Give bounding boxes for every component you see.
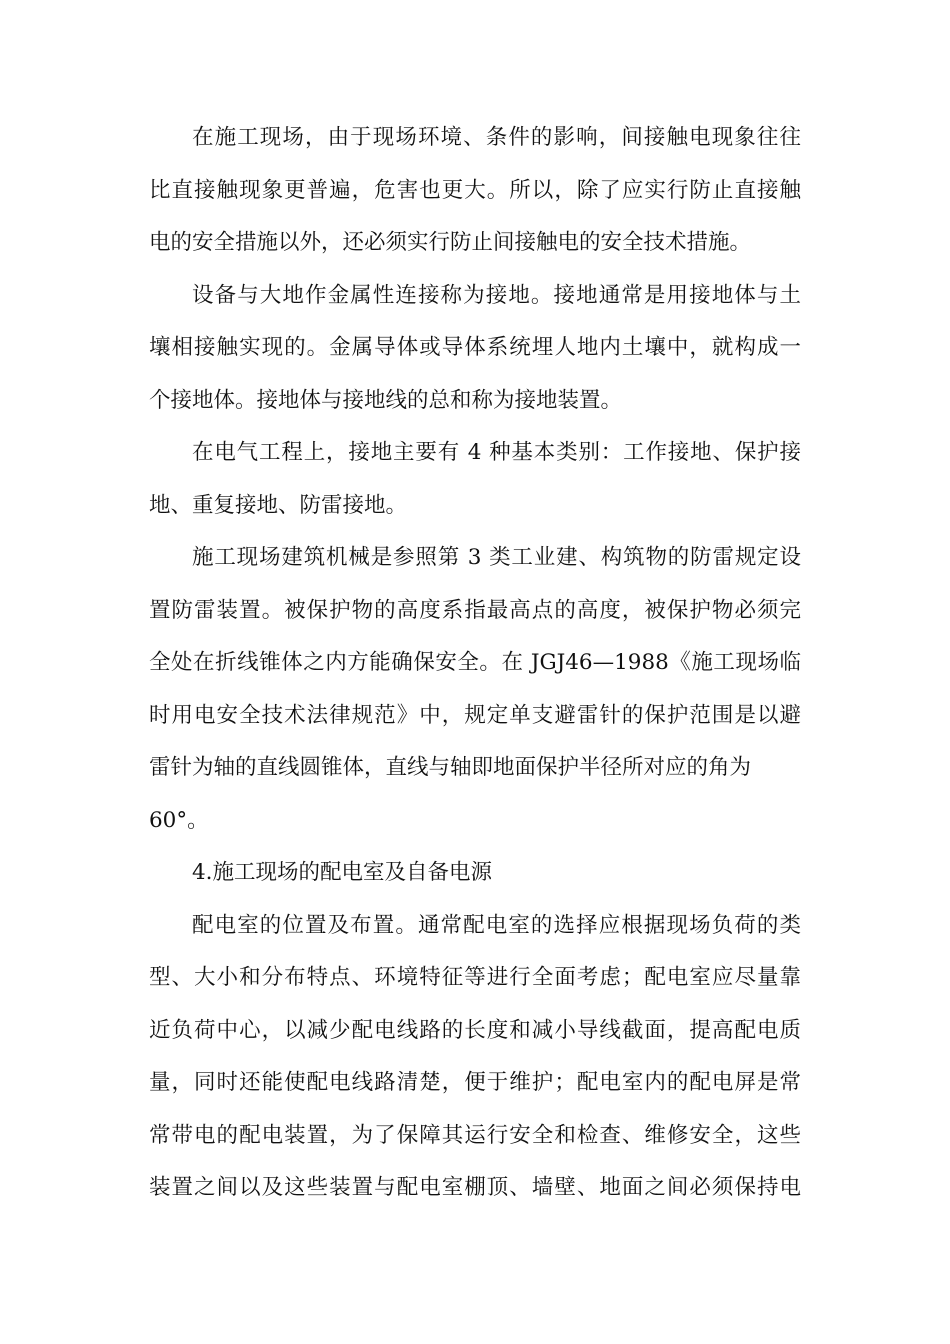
section-heading: 4.施工现场的配电室及自备电源 <box>192 860 493 885</box>
paragraph-6-line-4: 量，同时还能使配电线路清楚，便于维护；配电室内的配电屏是常 <box>149 1070 801 1095</box>
paragraph-4-line-3: 全处在折线锥体之内方能确保安全。在 JGJ46—1988《施工现场临 <box>149 650 801 675</box>
paragraph-6-line-2: 型、大小和分布特点、环境特征等进行全面考虑；配电室应尽量靠 <box>149 965 801 990</box>
paragraph-6-line-5: 常带电的配电装置，为了保障其运行安全和检查、维修安全，这些 <box>149 1122 801 1148</box>
paragraph-6-line-1: 配电室的位置及布置。通常配电室的选择应根据现场负荷的类 <box>192 912 801 938</box>
paragraph-4-line-4: 时用电安全技术法律规范》中，规定单支避雷针的保护范围是以避 <box>149 702 801 728</box>
paragraph-1-line-1: 在施工现场，由于现场环境、条件的影响，间接触电现象往往 <box>192 125 801 150</box>
paragraph-3-line-1: 在电气工程上，接地主要有 4 种基本类别：工作接地、保护接 <box>192 440 801 465</box>
paragraph-2-line-2: 壤相接触实现的。金属导体或导体系统埋人地内土壤中，就构成一 <box>149 335 801 360</box>
paragraph-2-line-1: 设备与大地作金属性连接称为接地。接地通常是用接地体与土 <box>192 282 801 308</box>
paragraph-3-line-2: 地、重复接地、防雷接地。 <box>149 492 408 518</box>
paragraph-1-line-3: 电的安全措施以外，还必须实行防止间接触电的安全技术措施。 <box>149 230 752 255</box>
paragraph-2-line-3: 个接地体。接地体与接地线的总和称为接地装置。 <box>149 387 623 413</box>
document-body <box>149 112 801 1215</box>
paragraph-4-line-6: 60°。 <box>149 807 209 833</box>
paragraph-4-line-2: 置防雷装置。被保护物的高度系指最高点的高度，被保护物必须完 <box>149 597 801 623</box>
paragraph-6-line-3: 近负荷中心，以减少配电线路的长度和减小导线截面，提高配电质 <box>149 1017 801 1043</box>
paragraph-4-line-1: 施工现场建筑机械是参照第 3 类工业建、构筑物的防雷规定设 <box>192 545 801 570</box>
paragraph-1-line-2: 比直接触现象更普遍，危害也更大。所以，除了应实行防止直接触 <box>149 177 801 203</box>
paragraph-4-line-5: 雷针为轴的直线圆锥体，直线与轴即地面保护半径所对应的角为 <box>149 755 752 780</box>
paragraph-6-line-6: 装置之间以及这些装置与配电室棚顶、墙壁、地面之间必须保持电 <box>149 1175 801 1200</box>
